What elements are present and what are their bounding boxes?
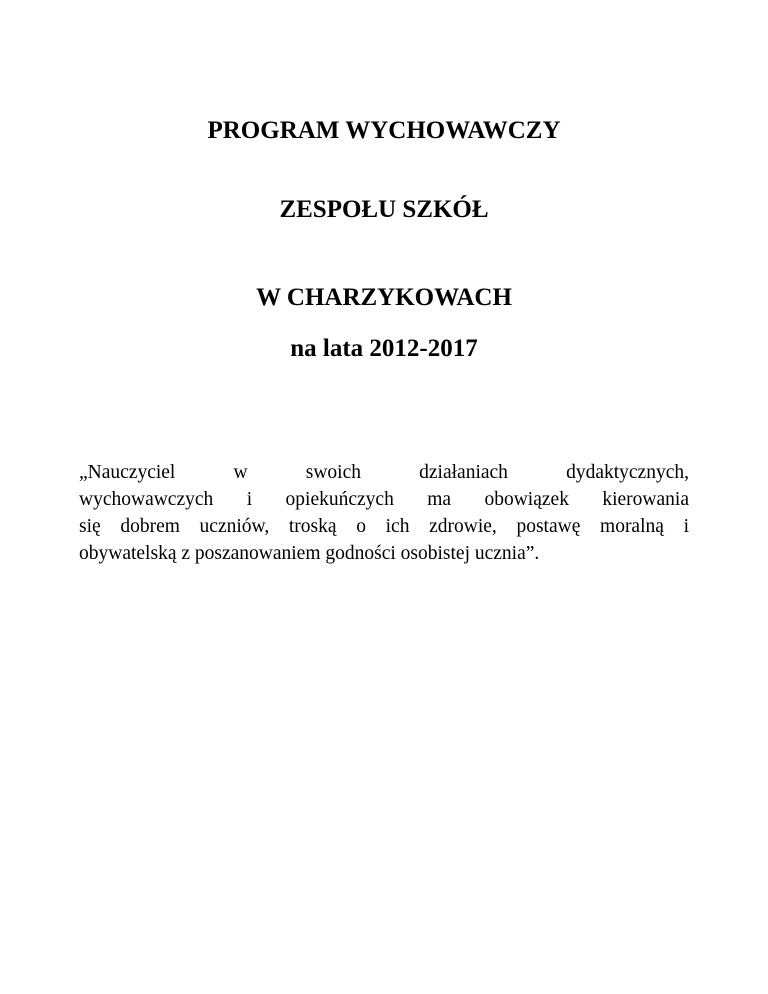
title-line-location: W CHARZYKOWACH [256, 284, 512, 311]
quote-line: się dobrem uczniów, troską o ich zdrowie, postawę moralną i [79, 516, 689, 537]
quote-line: obywatelską z poszanowaniem godności osobistej ucznia”. [79, 543, 540, 564]
title-line-program: PROGRAM WYCHOWAWCZY [207, 117, 561, 144]
motto-quote [79, 459, 689, 567]
quote-line: wychowawczych i opiekuńczych ma obowiązek kierowania [79, 489, 689, 510]
quote-line: „Nauczyciel w swoich działaniach dydaktycznych, [79, 462, 689, 483]
title-line-school: ZESPOŁU SZKÓŁ [279, 196, 489, 223]
title-line-years: na lata 2012-2017 [290, 335, 478, 362]
